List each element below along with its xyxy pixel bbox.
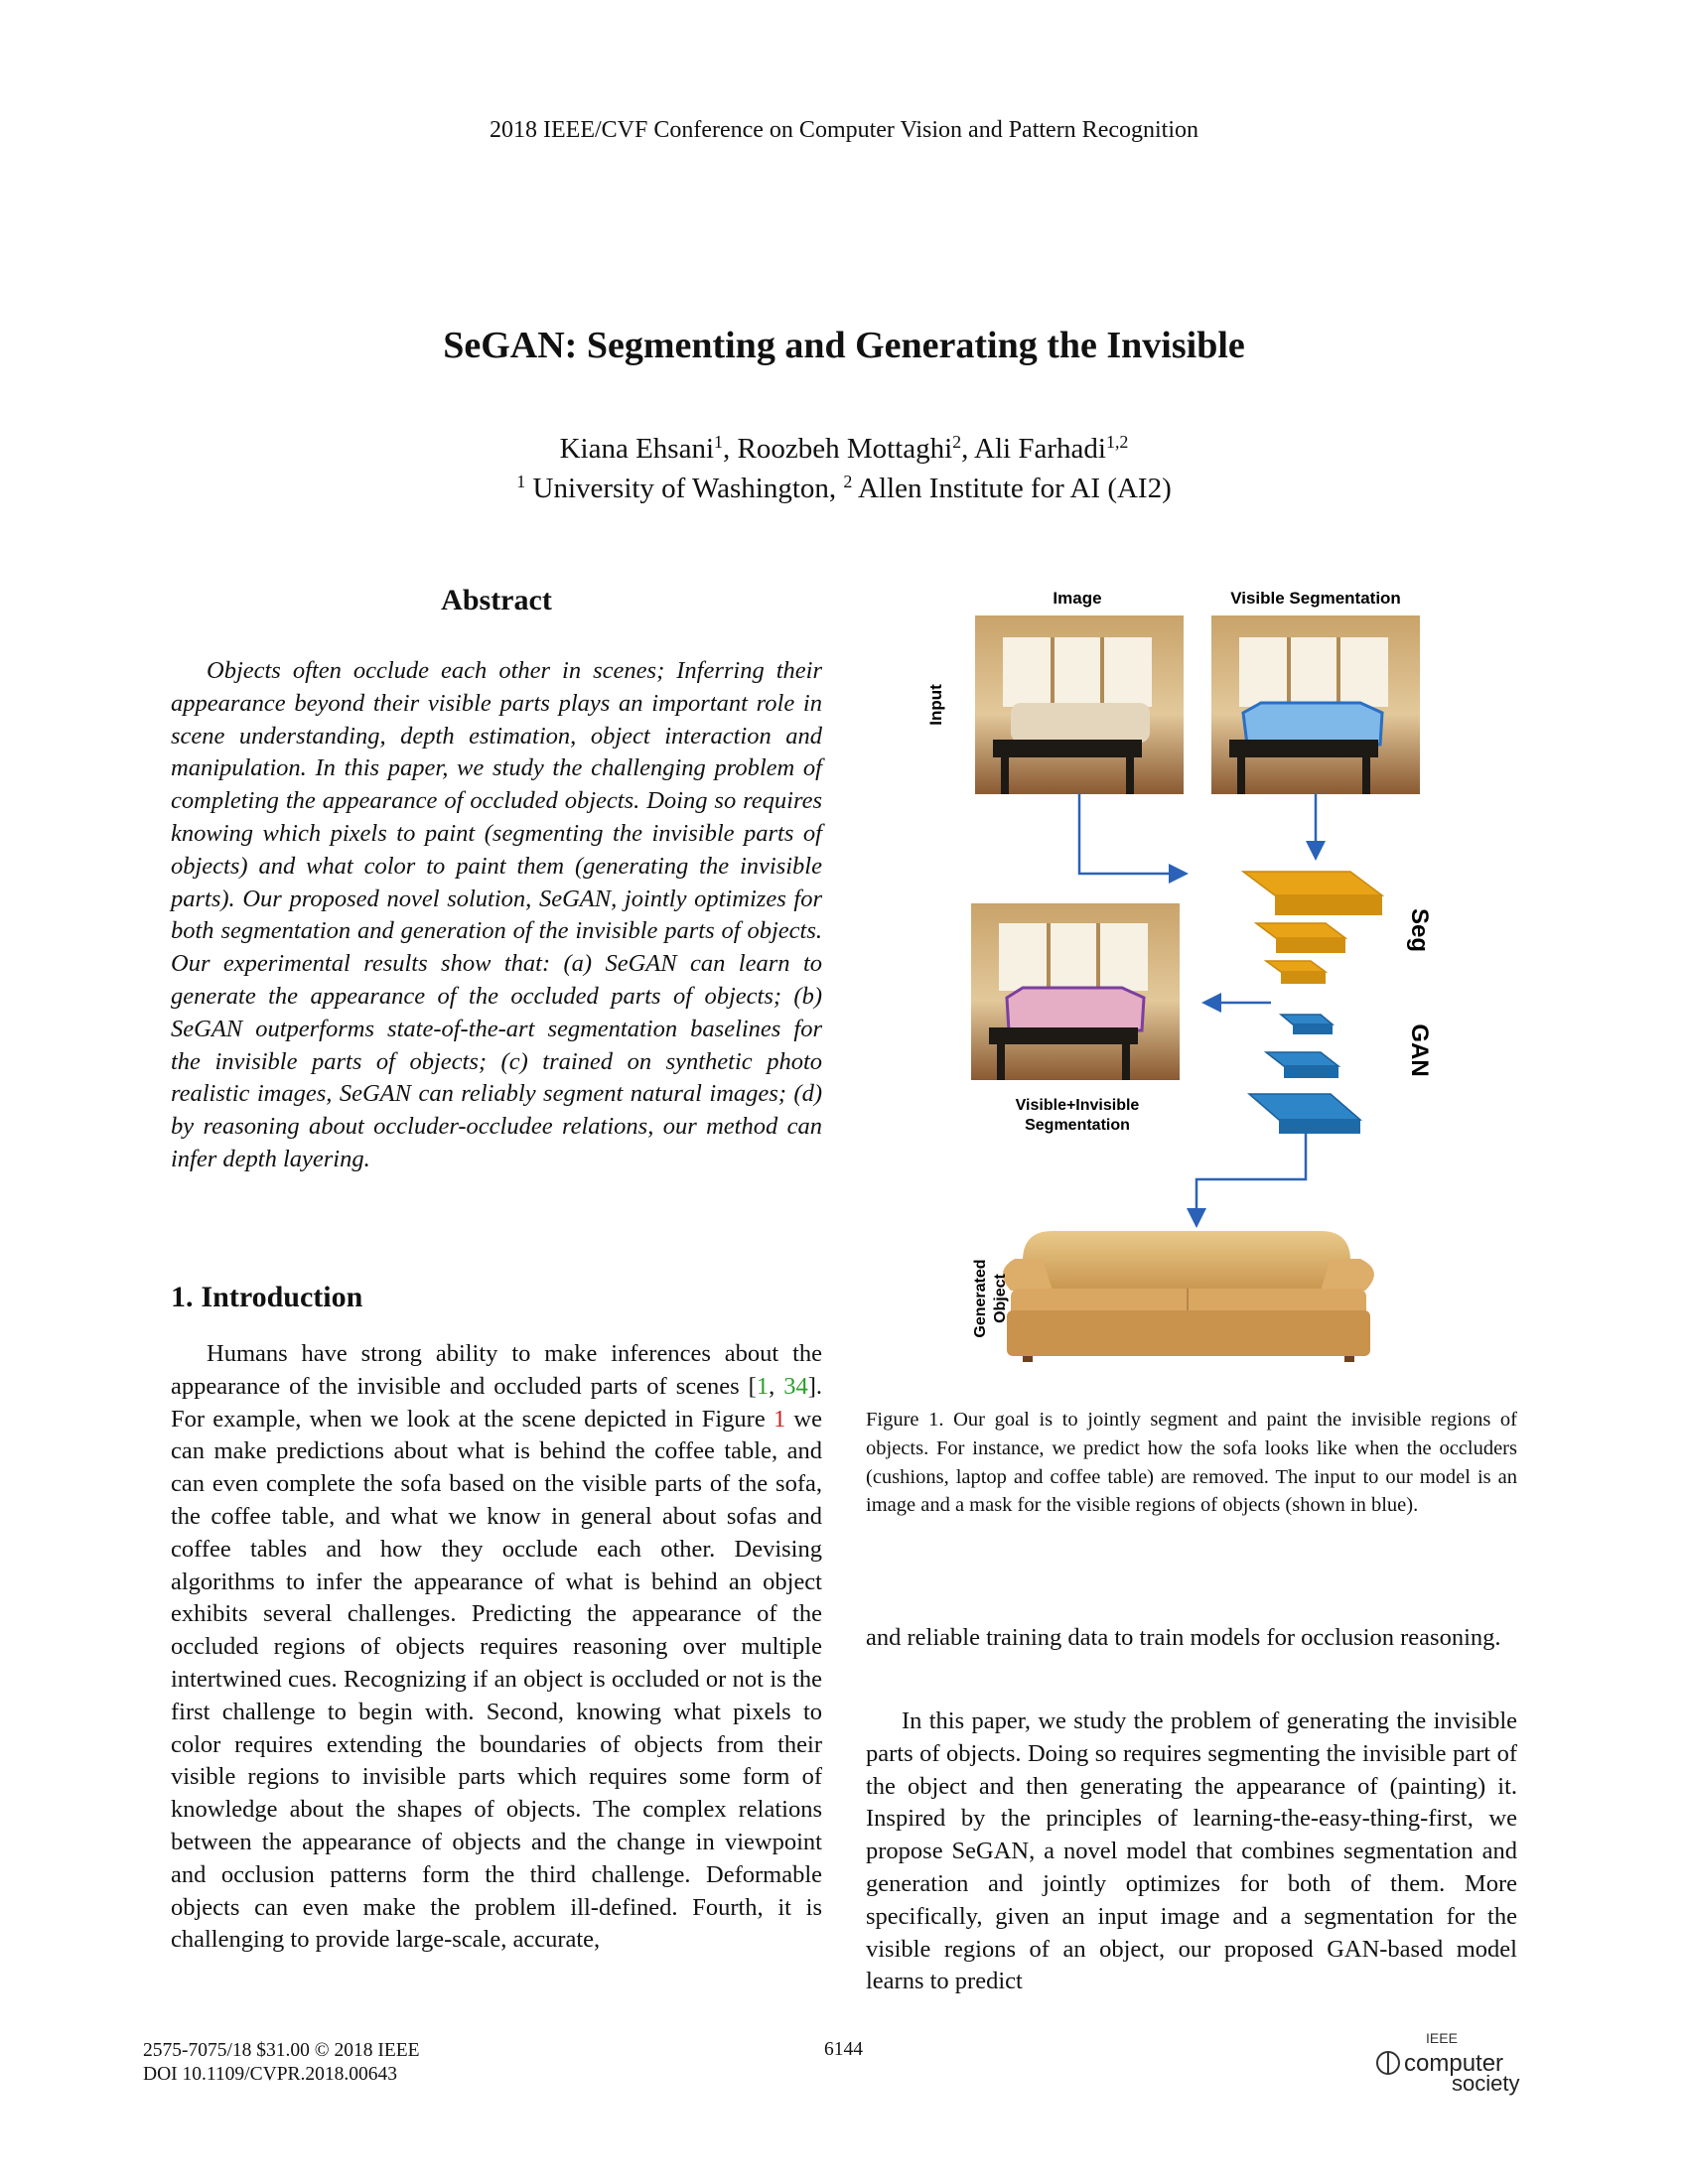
citation-link[interactable]: 1 [756, 1372, 770, 1400]
gan-network-layers [1249, 1015, 1360, 1134]
visible-invisible-segmentation-image [971, 903, 1180, 1080]
author-name: Roozbeh Mottaghi [737, 433, 953, 465]
intro-text: , [769, 1372, 784, 1400]
conference-header: 2018 IEEE/CVF Conference on Computer Vision and Pattern Recognition [490, 117, 1198, 143]
footer-doi: DOI 10.1109/CVPR.2018.00643 [143, 2064, 398, 2085]
footer-copyright [143, 2039, 420, 2087]
author-affiliation: 1 [714, 432, 723, 453]
visible-segmentation-image [1211, 615, 1420, 794]
section-title: Introduction [201, 1281, 363, 1313]
label-image: Image [1053, 589, 1102, 608]
logo-computer-text: computer [1404, 2050, 1504, 2077]
figure-1 [923, 576, 1460, 1380]
page-number: 6144 [824, 2039, 863, 2060]
generated-object-image [1003, 1231, 1374, 1362]
intro-paragraph-1 [171, 1338, 822, 1957]
affiliation-number: 2 [843, 472, 853, 492]
author-block [0, 429, 1688, 508]
affiliation-number: 1 [516, 472, 526, 492]
abstract-heading: Abstract [441, 584, 552, 616]
affiliation-name: Allen Institute for AI (AI2) [858, 473, 1172, 504]
label-generated: Generated [972, 1259, 989, 1338]
logo-society-text: society [1452, 2071, 1520, 2096]
label-gan: GAN [1406, 1024, 1433, 1077]
intro-paragraph-2: In this paper, we study the problem of generating the invisible parts of objects. Doing so requires segmenting the invisible part of the object and then generating the appearance of (painting) it. Inspired by the principles of learning-the-easy-thing-first, we propose SeGAN, a novel model that combines segmentation and generation and jointly optimizes for both of them. More specifically, given an input image and a segmentation for the visible regions of an object, our proposed GAN-based model learns to predict [866, 1707, 1517, 1995]
label-segmentation: Segmentation [1025, 1117, 1130, 1134]
affiliation-name: University of Washington, [532, 473, 837, 504]
label-seg: Seg [1406, 907, 1433, 953]
section-number: 1. [171, 1281, 194, 1313]
seg-network-layers [1243, 872, 1382, 984]
intro-text: Humans have strong ability to make inferences about the appearance of the invisible and occluded parts of scenes [ [171, 1340, 822, 1400]
figure-1-caption: Figure 1. Our goal is to jointly segment and paint the invisible regions of objects. For instance, we predict how the sofa looks like when the occluders (cushions, laptop and coffee table) are removed. The input to our model is an image and a mask for the visible regions of objects (shown in blue). [866, 1409, 1517, 1517]
paper-title: SeGAN: Segmenting and Generating the Invisible [443, 325, 1245, 366]
intro-text: ]. For example, when we look at the scene depicted in Figure [171, 1372, 822, 1433]
arrow-to-generated-object [1196, 1134, 1306, 1223]
intro-text: we can make predictions about what is behind the coffee table, and can even complete the sofa based on the visible parts of the sofa, the coffee table, and what we know in general about sofas and coffee tables and how they occlude each other. Devising algorithms to infer the appearance of what is behind an object exhibits several challenges. Predicting the appearance of the occluded regions of objects requires reasoning over multiple intertwined cues. Recognizing if an object is occluded or not is the first challenge to begin with. Second, knowing what pixels to color requires extending the boundaries of objects from their visible regions to invisible parts which requires some form of knowledge about the shapes of objects. The complex relations between the appearance of objects and the change in viewpoint and occlusion patterns form the third challenge. Deformable objects can even make the problem ill-defined. Fourth, it is challenging to provide large-scale, accurate, [171, 1405, 822, 1954]
footer-issn: 2575-7075/18 $31.00 © 2018 IEEE [143, 2040, 420, 2061]
input-image [975, 615, 1184, 794]
figure-reference-link[interactable]: 1 [773, 1405, 786, 1433]
affiliation-line [0, 469, 1688, 508]
intro-paragraph-1-continued: and reliable training data to train models for occlusion reasoning. [866, 1624, 1501, 1651]
author-line: Kiana Ehsani$^1$, Roozbeh Mottaghi$^2$, Ali Farhadi$^{1,2}$ [559, 432, 1129, 465]
ieee-computer-society-logo [1374, 2027, 1543, 2097]
author-name: Kiana Ehsani [559, 433, 714, 465]
label-visible-segmentation: Visible Segmentation [1230, 589, 1401, 608]
label-object: Object [992, 1274, 1009, 1323]
author-name: Ali Farhadi [974, 433, 1106, 465]
abstract-text: Objects often occlude each other in scenes; Inferring their appearance beyond their visible parts plays an important role in scene understanding, depth estimation, object interaction and manipulation. In this paper, we study the challenging problem of completing the appearance of occluded objects. Doing so requires knowing which pixels to paint (segmenting the invisible parts of objects) and what color to paint them (generating the invisible parts). Our proposed novel solution, SeGAN, jointly optimizes for both segmentation and generation of the invisible parts of objects. Our experimental results show that: (a) SeGAN can learn to generate the appearance of the occluded parts of objects; (b) SeGAN outperforms state-of-the-art segmentation baselines for the invisible parts of objects; (c) trained on synthetic photo realistic images, SeGAN can reliably segment natural images; (d) by reasoning about occluder-occludee relations, our method can infer depth layering. [171, 657, 822, 1172]
logo-ieee-text: IEEE [1426, 2030, 1458, 2046]
arrow-image-to-network [1079, 794, 1184, 874]
author-affiliation: 1,2 [1105, 432, 1129, 453]
section-heading-introduction [171, 1281, 362, 1314]
author-affiliation: 2 [952, 432, 962, 453]
citation-link[interactable]: 34 [783, 1372, 808, 1400]
label-visible-invisible: Visible+Invisible [1015, 1097, 1140, 1114]
label-input: Input [926, 684, 945, 726]
